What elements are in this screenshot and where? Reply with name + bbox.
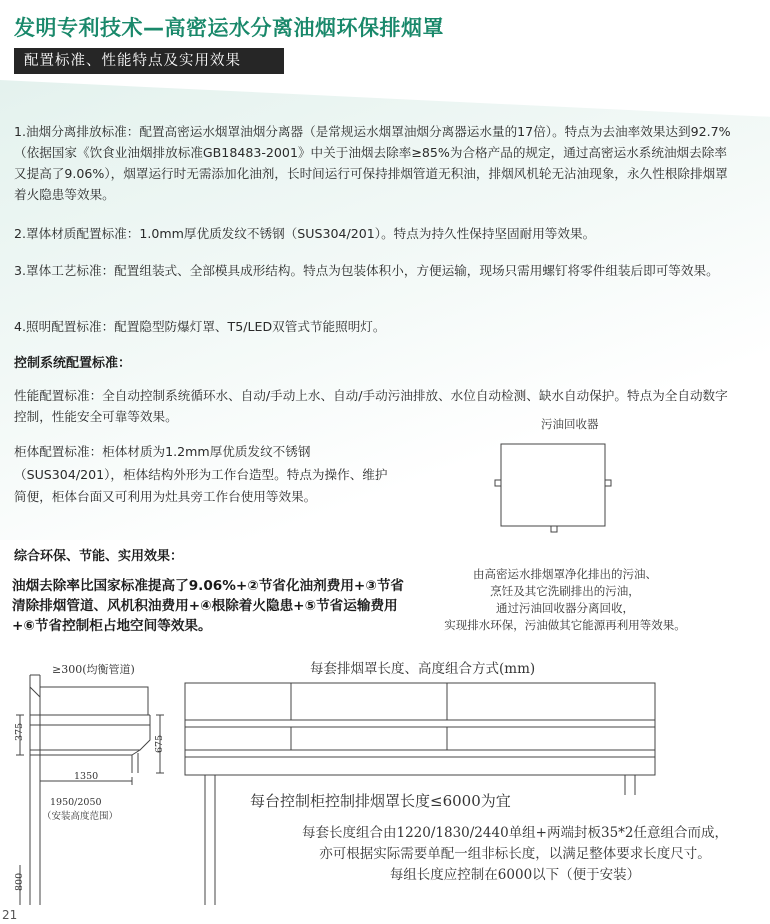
- page-number: 21: [2, 908, 18, 922]
- summary-effects: 油烟去除率比国家标准提高了9.06%+②节省化油剂费用+③节省清除排烟管道、风机积油费用+④根除着火隐患+⑤节省运输费用+⑥节省控制柜占地空间等效果。: [12, 578, 405, 634]
- duct-note: ≥300(均衡管道): [52, 663, 135, 676]
- collector-bottom-port: [551, 526, 557, 532]
- length-combination-notes: [270, 823, 760, 886]
- control-length-note: 每台控制柜控制排烟罩长度≤6000为宜: [250, 792, 511, 810]
- collector-right-port: [605, 480, 611, 486]
- collector-box: [501, 444, 605, 526]
- section-subtitle: 配置标准、性能特点及实用效果: [14, 48, 284, 74]
- paragraph-material: 2.罩体材质配置标准：1.0mm厚优质发纹不锈钢（SUS304/201）。特点为持久性保持坚固耐用等效果。: [14, 226, 596, 241]
- dim-800: 800: [14, 872, 25, 891]
- paragraph-process: 3.罩体工艺标准：配置组装式、全部模具成形结构。特点为包装体积小，方便运输，现场只需用螺钉将零件组装后即可等效果。: [14, 263, 719, 278]
- side-view-drawing: [16, 675, 164, 905]
- paragraph-oil-separation: 1.油烟分离排放标准：配置高密运水烟罩油烟分离器（是常规运水烟罩油烟分离器运水量的17倍）。特点为去油率效果达到92.7%（依据国家《饮食业油烟排放标准GB18483-2001》中关于油烟去除率≥85%为合格产品的规定，通过高密运水系统油烟去除率又提高了9.06%），烟罩运行时无需添加化油剂，长时间运行可保持排烟管道无积油，排烟风机轮无沾油现象，永久性根除排烟罩着火隐患等效果。: [14, 124, 731, 202]
- page-title: 发明专利技术—高密运水分离油烟环保排烟罩: [14, 16, 444, 40]
- note-line-3: 每组长度应控制在6000以下（便于安装）: [389, 867, 641, 883]
- paragraph-cabinet: 柜体配置标准：柜体材质为1.2mm厚优质发纹不锈钢（SUS304/201），柜体结构外形为工作台造型。特点为操作、维护简便，柜体台面又可利用为灶具旁工作台使用等效果。: [14, 444, 388, 504]
- caption-line-3: 通过污油回收器分离回收，: [496, 601, 634, 615]
- note-line-1: 每套长度组合由1220/1830/2440单组+两端封板35*2任意组合而成，: [302, 825, 728, 841]
- front-view-title: 每套排烟罩长度、高度组合方式(mm): [310, 661, 536, 677]
- dim-install-height: 1950/2050: [50, 797, 102, 808]
- dim-375: 375: [14, 722, 25, 741]
- collector-caption: [440, 566, 690, 634]
- dim-1350: 1350: [74, 771, 99, 782]
- collector-left-port: [495, 480, 501, 486]
- dim-install-range: （安装高度范围）: [42, 811, 119, 822]
- paragraph-lighting: 4.照明配置标准：配置隐型防爆灯罩、T5/LED双管式节能照明灯。: [14, 319, 386, 334]
- caption-line-1: 由高密运水排烟罩净化排出的污油、: [473, 567, 657, 581]
- note-line-2: 亦可根据实际需要单配一组非标长度，以满足整体要求长度尺寸。: [319, 846, 711, 862]
- caption-line-2: 烹饪及其它洗刷排出的污油，: [490, 584, 640, 598]
- dim-675: 675: [154, 734, 165, 753]
- caption-line-4: 实现排水环保，污油做其它能源再利用等效果。: [444, 618, 686, 632]
- collector-label: 污油回收器: [541, 417, 599, 431]
- collector-diagram: [490, 440, 620, 540]
- control-heading: 控制系统配置标准：: [14, 356, 132, 371]
- paragraph-performance: 性能配置标准：全自动控制系统循环水、自动/手动上水、自动/手动污油排放、水位自动检测、缺水自动保护。特点为全自动数字控制，性能安全可靠等效果。: [14, 388, 728, 424]
- effect-heading: 综合环保、节能、实用效果：: [14, 549, 184, 564]
